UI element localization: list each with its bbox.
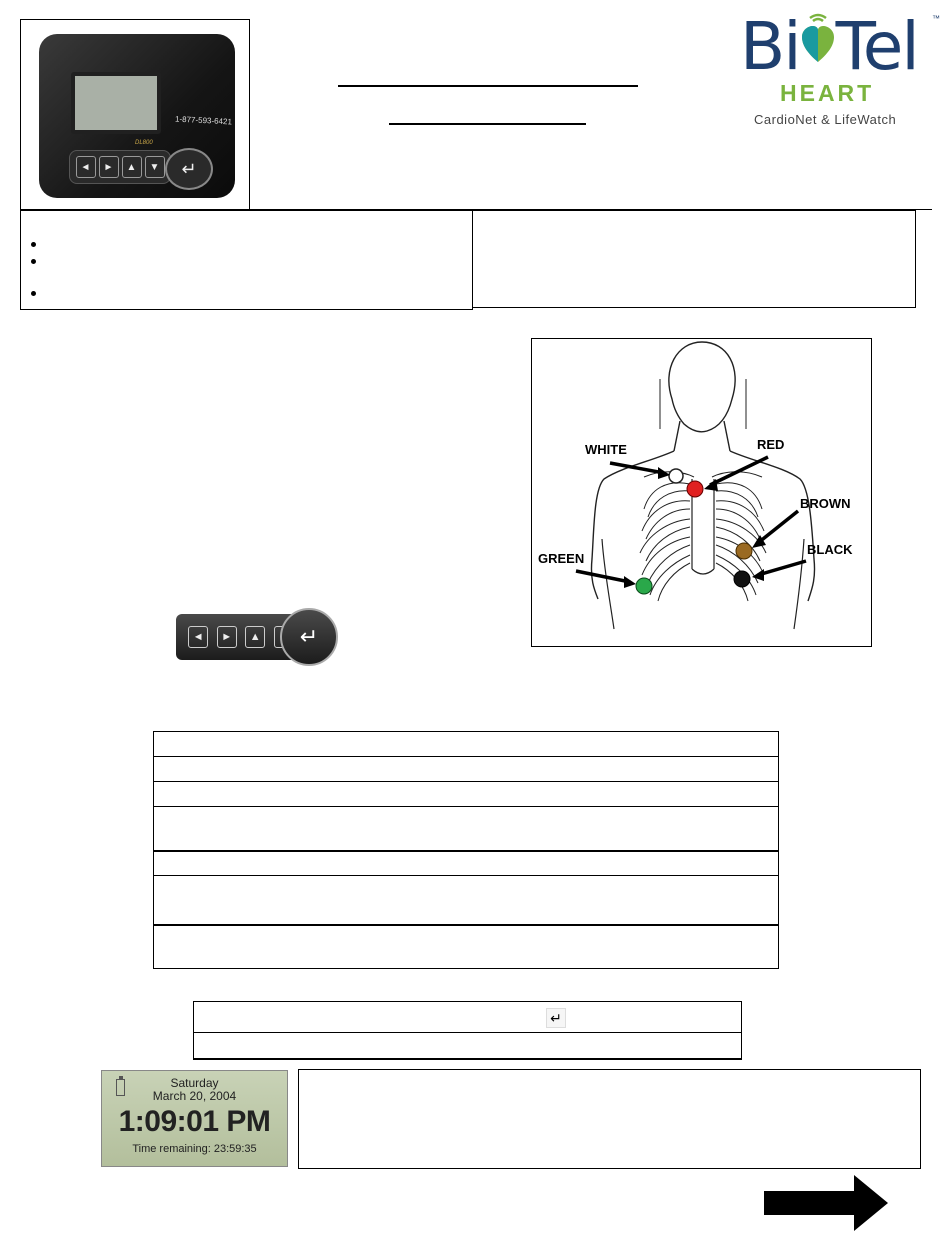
label-red: RED xyxy=(757,437,785,452)
table-row xyxy=(153,924,779,969)
black-electrode xyxy=(734,571,750,587)
lcd-time-remaining: Time remaining: 23:59:35 xyxy=(132,1143,257,1155)
up-arrow-icon: ▲ xyxy=(122,156,142,178)
table-row xyxy=(153,850,779,876)
enter-icon: ↵ xyxy=(280,608,338,666)
logo-brand-a: Bi xyxy=(740,8,800,85)
instructions-bullet-box xyxy=(20,210,473,310)
lcd-time: 1:09:01 PM xyxy=(118,1105,271,1138)
holter-device-image xyxy=(39,34,235,198)
right-arrow-icon: ► xyxy=(99,156,119,178)
electrode-diagram-frame xyxy=(531,338,872,647)
device-photo-frame xyxy=(20,19,250,210)
right-arrow-icon: ► xyxy=(217,626,237,648)
device-model-label: DL800 xyxy=(135,140,153,146)
logo-brand-b: Tel xyxy=(835,8,918,85)
left-arrow-icon: ◄ xyxy=(76,156,96,178)
left-arrow-icon: ◄ xyxy=(188,626,208,648)
label-white: WHITE xyxy=(585,442,627,457)
logo-heart-text: HEART xyxy=(780,80,875,106)
electrode-diagram xyxy=(532,339,873,648)
trademark-symbol: ™ xyxy=(932,14,940,23)
table-row xyxy=(153,756,779,782)
logo-wordmark xyxy=(740,8,918,85)
bullet-3 xyxy=(31,291,36,296)
device-screen xyxy=(71,72,161,134)
keypad-image xyxy=(176,606,336,668)
table-row xyxy=(153,731,779,757)
bullet-2 xyxy=(31,259,36,264)
up-arrow-icon: ▲ xyxy=(245,626,265,648)
logo-heart-icon xyxy=(800,8,836,68)
green-electrode xyxy=(636,578,652,594)
device-keypad xyxy=(69,150,171,184)
subtitle-underline xyxy=(389,123,586,125)
label-green: GREEN xyxy=(538,551,585,566)
info-box xyxy=(472,210,916,308)
down-arrow-icon: ▼ xyxy=(145,156,165,178)
lcd-display-image xyxy=(101,1070,288,1167)
label-brown: BROWN xyxy=(800,496,851,511)
table-row xyxy=(153,806,779,851)
label-black: BLACK xyxy=(807,542,853,557)
table-row xyxy=(153,875,779,925)
title-underline xyxy=(338,85,638,87)
lcd-date: March 20, 2004 xyxy=(152,1089,237,1103)
lcd-day: Saturday xyxy=(170,1076,219,1090)
device-phone-number: 1-877-593-6421 xyxy=(174,114,233,127)
logo-subtitle: CardioNet & LifeWatch xyxy=(754,112,897,127)
table-row xyxy=(153,781,779,807)
enter-key-icon: ↵ xyxy=(546,1008,566,1028)
white-electrode xyxy=(669,469,683,483)
table-row xyxy=(193,1032,742,1060)
enter-icon: ↵ xyxy=(165,148,213,190)
table-row xyxy=(193,1001,742,1033)
lcd-info-box xyxy=(298,1069,921,1169)
next-page-arrow-icon xyxy=(764,1173,890,1233)
bullet-1 xyxy=(31,242,36,247)
brown-electrode xyxy=(736,543,752,559)
red-electrode xyxy=(687,481,703,497)
